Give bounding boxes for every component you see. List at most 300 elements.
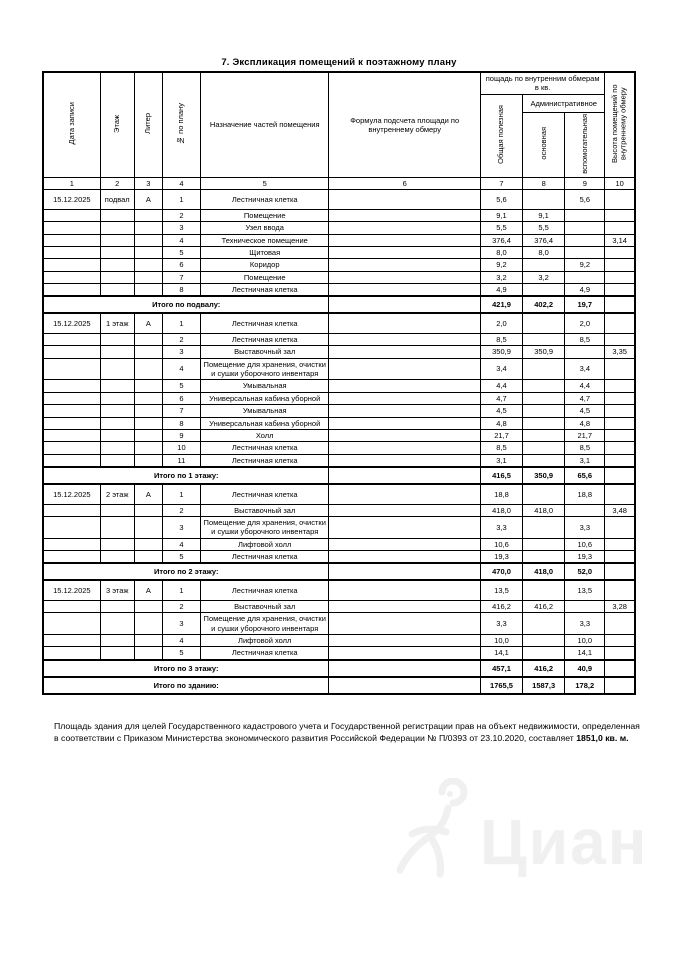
table-row — [43, 580, 635, 600]
cell-main-area: 376,4 — [523, 234, 565, 246]
cell-liter — [134, 284, 162, 297]
total-main-value: 402,2 — [523, 296, 565, 313]
cell-height — [605, 538, 635, 550]
cell-date: 15.12.2025 — [43, 313, 100, 333]
cell-total-area: 14,1 — [480, 647, 522, 660]
cell-floor — [100, 613, 134, 635]
cell-main-area: 9,1 — [523, 209, 565, 221]
header-main-area: основная — [523, 112, 565, 177]
cell-plan-number: 3 — [162, 613, 200, 635]
table-row — [43, 209, 635, 221]
cell-room-name: Коридор — [201, 259, 329, 271]
cell-plan-number: 10 — [162, 442, 200, 454]
col-number: 3 — [134, 177, 162, 189]
cell-height: 3,48 — [605, 504, 635, 516]
table-header — [43, 72, 635, 189]
cell-main-area — [523, 259, 565, 271]
cell-aux-area: 4,8 — [565, 417, 605, 429]
cell-plan-number: 5 — [162, 246, 200, 258]
cell-aux-area — [565, 222, 605, 234]
cell-total-area: 4,5 — [480, 405, 522, 417]
cell-plan-number: 4 — [162, 635, 200, 647]
footer-note — [54, 721, 640, 744]
cell-main-area — [523, 551, 565, 564]
column-number-row — [43, 177, 635, 189]
cell-liter: А — [134, 484, 162, 504]
cell-height — [605, 677, 635, 694]
cell-liter — [134, 600, 162, 612]
cell-liter — [134, 392, 162, 404]
cell-formula — [329, 284, 481, 297]
cell-total-area: 9,1 — [480, 209, 522, 221]
cell-total-area: 8,5 — [480, 442, 522, 454]
cell-formula — [329, 271, 481, 283]
cell-total-area: 4,9 — [480, 284, 522, 297]
table-row — [43, 442, 635, 454]
cell-height — [605, 271, 635, 283]
table-row — [43, 259, 635, 271]
cell-room-name: Лифтовой холл — [201, 635, 329, 647]
cell-main-area — [523, 284, 565, 297]
cell-aux-area — [565, 600, 605, 612]
cell-date — [43, 516, 100, 538]
cell-date: 15.12.2025 — [43, 484, 100, 504]
cell-floor — [100, 647, 134, 660]
cell-main-area — [523, 442, 565, 454]
cell-height — [605, 454, 635, 467]
cell-plan-number: 3 — [162, 222, 200, 234]
cell-formula — [329, 660, 481, 677]
cell-formula — [329, 504, 481, 516]
cell-floor — [100, 209, 134, 221]
cell-aux-area: 4,9 — [565, 284, 605, 297]
total-main-value: 418,0 — [523, 563, 565, 580]
building-total-area: 1765,5 — [480, 677, 522, 694]
table-row — [43, 635, 635, 647]
cell-room-name: Выставочный зал — [201, 600, 329, 612]
cell-aux-area: 9,2 — [565, 259, 605, 271]
cell-formula — [329, 296, 481, 313]
cell-plan-number: 4 — [162, 538, 200, 550]
cell-floor — [100, 358, 134, 380]
cell-formula — [329, 392, 481, 404]
cell-height: 3,28 — [605, 600, 635, 612]
cell-main-area: 8,0 — [523, 246, 565, 258]
cell-formula — [329, 380, 481, 392]
table-row — [43, 405, 635, 417]
cell-total-area: 10,0 — [480, 635, 522, 647]
cell-aux-area: 3,4 — [565, 358, 605, 380]
cell-main-area: 418,0 — [523, 504, 565, 516]
cell-liter: А — [134, 189, 162, 209]
cell-formula — [329, 246, 481, 258]
total-area-value: 457,1 — [480, 660, 522, 677]
cell-date — [43, 405, 100, 417]
cell-plan-number: 5 — [162, 647, 200, 660]
cell-aux-area — [565, 234, 605, 246]
cell-liter — [134, 259, 162, 271]
header-room-name: Назначение частей помещения — [201, 72, 329, 177]
total-area-value: 421,9 — [480, 296, 522, 313]
section-total-row — [43, 660, 635, 677]
cell-aux-area: 18,8 — [565, 484, 605, 504]
cell-date — [43, 600, 100, 612]
table-row — [43, 380, 635, 392]
cell-total-area: 13,5 — [480, 580, 522, 600]
header-aux-area: вспомогательная — [565, 112, 605, 177]
cell-floor — [100, 234, 134, 246]
header-date: Дата записи — [43, 72, 100, 177]
cell-date — [43, 647, 100, 660]
section-total-row — [43, 296, 635, 313]
cell-height — [605, 209, 635, 221]
cell-aux-area: 10,0 — [565, 635, 605, 647]
cell-height — [605, 551, 635, 564]
cell-liter — [134, 380, 162, 392]
cell-floor — [100, 259, 134, 271]
col-number: 9 — [565, 177, 605, 189]
header-formula: Формула подсчета площади по внутреннему обмеру — [329, 72, 481, 177]
header-total-area: Общая полезная — [480, 94, 522, 177]
cell-formula — [329, 346, 481, 358]
cell-total-area: 19,3 — [480, 551, 522, 564]
cell-aux-area: 5,6 — [565, 189, 605, 209]
cell-height — [605, 189, 635, 209]
table-row — [43, 284, 635, 297]
cell-aux-area: 8,5 — [565, 442, 605, 454]
header-height: Высота помещений по внутреннему обмеру — [605, 72, 635, 177]
cell-room-name: Лифтовой холл — [201, 538, 329, 550]
cell-date — [43, 454, 100, 467]
total-main-value: 416,2 — [523, 660, 565, 677]
cell-liter — [134, 647, 162, 660]
cell-formula — [329, 580, 481, 600]
cell-formula — [329, 333, 481, 345]
cell-floor — [100, 504, 134, 516]
cell-height — [605, 635, 635, 647]
cell-aux-area: 4,5 — [565, 405, 605, 417]
cell-liter — [134, 234, 162, 246]
cell-main-area: 416,2 — [523, 600, 565, 612]
cell-date — [43, 234, 100, 246]
cell-main-area — [523, 635, 565, 647]
cell-date — [43, 284, 100, 297]
cell-total-area: 2,0 — [480, 313, 522, 333]
cell-date — [43, 346, 100, 358]
cell-formula — [329, 189, 481, 209]
table-row — [43, 333, 635, 345]
cell-total-area: 10,6 — [480, 538, 522, 550]
cell-aux-area: 4,7 — [565, 392, 605, 404]
cell-height — [605, 333, 635, 345]
cell-aux-area — [565, 346, 605, 358]
cell-plan-number: 7 — [162, 405, 200, 417]
cell-height — [605, 442, 635, 454]
cell-room-name: Лестничная клетка — [201, 484, 329, 504]
cell-main-area — [523, 380, 565, 392]
cell-date — [43, 551, 100, 564]
total-aux-value: 52,0 — [565, 563, 605, 580]
cell-formula — [329, 484, 481, 504]
table-row — [43, 538, 635, 550]
total-area-value: 470,0 — [480, 563, 522, 580]
header-liter: Литер — [134, 72, 162, 177]
cell-plan-number: 8 — [162, 284, 200, 297]
table-row — [43, 246, 635, 258]
col-number: 4 — [162, 177, 200, 189]
table-row — [43, 600, 635, 612]
page-title: 7. Экспликация помещений к поэтажному плану — [221, 57, 457, 68]
cell-liter — [134, 551, 162, 564]
cell-height — [605, 296, 635, 313]
cell-plan-number: 5 — [162, 380, 200, 392]
cell-floor — [100, 284, 134, 297]
cell-room-name: Лестничная клетка — [201, 189, 329, 209]
cell-main-area: 3,2 — [523, 271, 565, 283]
total-aux-value: 65,6 — [565, 467, 605, 484]
cell-plan-number: 5 — [162, 551, 200, 564]
cell-formula — [329, 551, 481, 564]
cell-floor — [100, 380, 134, 392]
cell-main-area — [523, 647, 565, 660]
cell-room-name: Холл — [201, 429, 329, 441]
cell-formula — [329, 454, 481, 467]
cell-main-area — [523, 405, 565, 417]
cell-room-name: Универсальная кабина уборной — [201, 392, 329, 404]
cell-liter — [134, 442, 162, 454]
cell-height — [605, 660, 635, 677]
cell-total-area: 4,8 — [480, 417, 522, 429]
cell-date — [43, 538, 100, 550]
cell-liter: А — [134, 313, 162, 333]
cell-liter — [134, 516, 162, 538]
cell-height — [605, 380, 635, 392]
cell-aux-area — [565, 504, 605, 516]
cell-plan-number: 2 — [162, 209, 200, 221]
cell-aux-area: 13,5 — [565, 580, 605, 600]
cell-date — [43, 246, 100, 258]
cell-plan-number: 1 — [162, 313, 200, 333]
cell-total-area: 376,4 — [480, 234, 522, 246]
cell-total-area: 5,5 — [480, 222, 522, 234]
cell-plan-number: 2 — [162, 504, 200, 516]
table-row — [43, 484, 635, 504]
cell-plan-number: 3 — [162, 346, 200, 358]
cell-date: 15.12.2025 — [43, 189, 100, 209]
cell-date — [43, 222, 100, 234]
cell-liter — [134, 222, 162, 234]
cell-total-area: 9,2 — [480, 259, 522, 271]
cell-floor — [100, 417, 134, 429]
total-label: Итого по 3 этажу: — [43, 660, 329, 677]
cell-room-name: Лестничная клетка — [201, 333, 329, 345]
cell-main-area — [523, 429, 565, 441]
cell-formula — [329, 516, 481, 538]
cell-total-area: 3,3 — [480, 516, 522, 538]
table-row — [43, 551, 635, 564]
col-number: 6 — [329, 177, 481, 189]
watermark-text: Циан — [480, 805, 649, 878]
cell-date — [43, 333, 100, 345]
total-label: Итого по 2 этажу: — [43, 563, 329, 580]
cell-plan-number: 1 — [162, 484, 200, 504]
cell-room-name: Умывальная — [201, 405, 329, 417]
cell-height — [605, 563, 635, 580]
cell-formula — [329, 358, 481, 380]
cell-total-area: 416,2 — [480, 600, 522, 612]
cell-total-area: 8,5 — [480, 333, 522, 345]
cell-date — [43, 613, 100, 635]
cell-floor — [100, 454, 134, 467]
cell-room-name: Щитовая — [201, 246, 329, 258]
cell-total-area: 350,9 — [480, 346, 522, 358]
cell-room-name: Узел ввода — [201, 222, 329, 234]
cell-total-area: 3,2 — [480, 271, 522, 283]
cell-main-area — [523, 333, 565, 345]
cell-height — [605, 284, 635, 297]
table-row — [43, 647, 635, 660]
cell-main-area — [523, 538, 565, 550]
table-row — [43, 271, 635, 283]
cell-liter — [134, 635, 162, 647]
cell-main-area — [523, 516, 565, 538]
cell-aux-area: 4,4 — [565, 380, 605, 392]
cell-main-area — [523, 189, 565, 209]
cell-room-name: Помещение — [201, 271, 329, 283]
header-plan-number: № по плану — [162, 72, 200, 177]
cell-floor — [100, 551, 134, 564]
cell-liter — [134, 209, 162, 221]
cell-floor: 2 этаж — [100, 484, 134, 504]
cell-total-area: 21,7 — [480, 429, 522, 441]
cell-aux-area — [565, 209, 605, 221]
cell-total-area: 18,8 — [480, 484, 522, 504]
cell-height — [605, 313, 635, 333]
col-number: 8 — [523, 177, 565, 189]
cell-date — [43, 635, 100, 647]
cell-floor: 3 этаж — [100, 580, 134, 600]
cell-date — [43, 380, 100, 392]
cell-height — [605, 516, 635, 538]
cell-total-area: 8,0 — [480, 246, 522, 258]
cell-formula — [329, 222, 481, 234]
cell-main-area — [523, 417, 565, 429]
table-row — [43, 417, 635, 429]
cell-floor — [100, 346, 134, 358]
cell-liter — [134, 504, 162, 516]
cell-floor — [100, 516, 134, 538]
table-row — [43, 222, 635, 234]
section-total-row — [43, 467, 635, 484]
cell-aux-area: 3,3 — [565, 516, 605, 538]
cian-person-pin-icon — [390, 778, 480, 888]
cell-plan-number: 4 — [162, 234, 200, 246]
cell-formula — [329, 442, 481, 454]
cell-main-area — [523, 613, 565, 635]
cell-date — [43, 504, 100, 516]
table-row — [43, 516, 635, 538]
table-row — [43, 429, 635, 441]
explication-table — [42, 71, 636, 695]
cell-height — [605, 647, 635, 660]
cell-floor — [100, 405, 134, 417]
cell-room-name: Помещение для хранения, очистки и сушки уборочного инвентаря — [201, 358, 329, 380]
col-number: 5 — [201, 177, 329, 189]
cell-height — [605, 580, 635, 600]
col-number: 1 — [43, 177, 100, 189]
header-floor: Этаж — [100, 72, 134, 177]
total-aux-value: 19,7 — [565, 296, 605, 313]
cell-height: 3,35 — [605, 346, 635, 358]
header-area-group: пощадь по внутренним обмерам в кв. — [480, 72, 604, 94]
cell-liter — [134, 417, 162, 429]
building-aux-area: 178,2 — [565, 677, 605, 694]
cell-plan-number: 2 — [162, 600, 200, 612]
cell-total-area: 5,6 — [480, 189, 522, 209]
cell-height — [605, 222, 635, 234]
cell-formula — [329, 313, 481, 333]
building-total-label: Итого по зданию: — [43, 677, 329, 694]
footer-area-value: 1851,0 кв. м. — [576, 732, 629, 743]
cell-plan-number: 4 — [162, 358, 200, 380]
cell-room-name: Лестничная клетка — [201, 551, 329, 564]
cell-total-area: 4,4 — [480, 380, 522, 392]
cell-date — [43, 417, 100, 429]
cell-aux-area: 8,5 — [565, 333, 605, 345]
cell-formula — [329, 600, 481, 612]
cell-plan-number: 9 — [162, 429, 200, 441]
cell-room-name: Лестничная клетка — [201, 580, 329, 600]
cell-liter — [134, 454, 162, 467]
cell-formula — [329, 613, 481, 635]
cell-date — [43, 259, 100, 271]
cell-liter — [134, 613, 162, 635]
cell-formula — [329, 234, 481, 246]
cell-room-name: Помещение — [201, 209, 329, 221]
cell-date — [43, 429, 100, 441]
cell-total-area: 418,0 — [480, 504, 522, 516]
table-row — [43, 504, 635, 516]
cell-main-area: 350,9 — [523, 346, 565, 358]
cell-floor — [100, 600, 134, 612]
table-row — [43, 392, 635, 404]
cell-floor — [100, 442, 134, 454]
cell-floor — [100, 392, 134, 404]
cell-main-area — [523, 580, 565, 600]
cell-main-area — [523, 313, 565, 333]
cell-main-area — [523, 358, 565, 380]
cell-formula — [329, 467, 481, 484]
cell-room-name: Выставочный зал — [201, 346, 329, 358]
table-row — [43, 358, 635, 380]
cell-floor: подвал — [100, 189, 134, 209]
cell-plan-number: 7 — [162, 271, 200, 283]
section-total-row — [43, 563, 635, 580]
cell-height — [605, 429, 635, 441]
cell-liter — [134, 429, 162, 441]
cell-formula — [329, 405, 481, 417]
cell-date — [43, 358, 100, 380]
table-body — [43, 189, 635, 694]
cell-formula — [329, 563, 481, 580]
footer-text: Площадь здания для целей Государственного кадастрового учета и Государственной регистрации прав на объект недвижимости, определенная в соответствии с Приказом Министерства экономического развития Российской Федерации № П/0393 от 23.10.2020, составляет — [54, 720, 640, 743]
cell-total-area: 3,3 — [480, 613, 522, 635]
total-label: Итого по подвалу: — [43, 296, 329, 313]
total-area-value: 416,5 — [480, 467, 522, 484]
table-row — [43, 189, 635, 209]
cell-formula — [329, 647, 481, 660]
table-row — [43, 346, 635, 358]
